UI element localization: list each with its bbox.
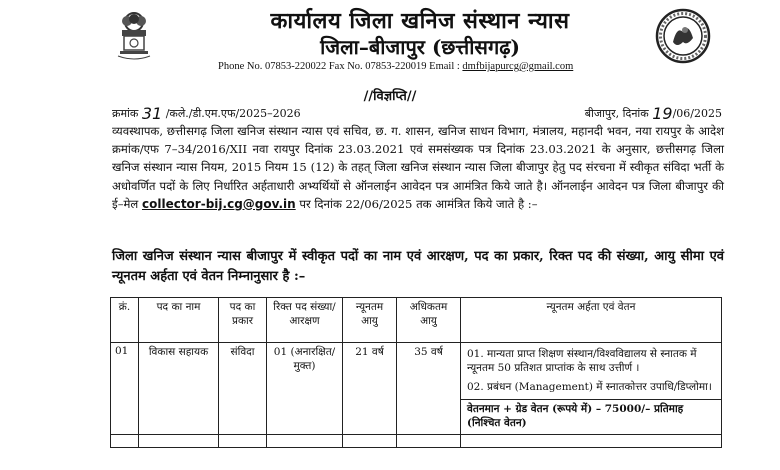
office-title: कार्यालय जिला खनिज संस्थान न्यास — [270, 8, 570, 34]
cell-min-age: 21 वर्ष — [343, 343, 397, 435]
state-emblem-icon — [110, 8, 158, 60]
col-header-post-name: पद का नाम — [139, 298, 219, 343]
phone-fax-text: Phone No. 07853-220022 Fax No. 07853-220019 Email : — [218, 61, 460, 72]
cell-post-name: विकास सहायक — [139, 343, 219, 435]
qualification-2: 02. प्रबंधन (Management) में स्नातकोत्तर उपाधि/डिप्लोमा। — [467, 381, 712, 393]
col-header-post-type: पद का प्रकार — [219, 298, 267, 343]
col-header-sno: क्रं. — [111, 298, 139, 343]
cell-post-type: संविदा — [219, 343, 267, 435]
col-header-qualification: न्यूनतम अर्हता एवं वेतन — [461, 298, 722, 343]
notice-paragraph-1: व्यवस्थापक, छत्तीसगढ़ जिला खनिज संस्थान न्यास एवं सचिव, छ. ग. शासन, खनिज साधन विभाग, मंत्रालय, महानदी भवन, नया रायपुर के आदेश क्रमांक/एफ 7–34/2016/XII नवा रायपुर दिनांक 23.03.2021 एवं समसंख्यक पत्र दिनांक 23.03.2021 के अनुसार, छत्तीसगढ़ जिला खनिज संस्थान न्यास नियम, 2015 नियम 15 (12) के तहत् जिला खनिज संस्थान न्यास जिला बीजापुर हेतु पद संरचना में स्वीकृत संविदा भर्ती के अधोवर्णित पदों के लिए निर्धारित अर्हताधारी अभ्यर्थियों से ऑनलाईन आवेदन पत्र आमंत्रित किये जाते है। ऑनलाईन आवेदन पत्र जिला बीजापुर की ई–मेल collector-bij.cg@gov.in पर दिनांक 22/06/2025 तक आमंत्रित किये जाते है :– — [112, 124, 724, 211]
cell-vacancy: 01 (अनारक्षित/मुक्त) — [267, 343, 343, 435]
cell-max-age: 35 वर्ष — [397, 343, 461, 435]
col-header-max-age: अधिकतम आयु — [397, 298, 461, 343]
office-email-link[interactable]: dmfbijapurcg@gmail.com — [462, 61, 574, 72]
notice-heading: //विज्ञप्ति// — [363, 89, 417, 104]
handwritten-date-day: 19 — [652, 104, 673, 123]
reference-line — [112, 104, 722, 123]
col-header-min-age: न्यूनतम आयु — [343, 298, 397, 343]
district-title: जिला–बीजापुर (छत्तीसगढ़) — [320, 35, 520, 59]
table-header-row — [111, 298, 722, 343]
posts-table — [110, 297, 722, 448]
table-row — [111, 343, 722, 435]
contact-line — [218, 61, 638, 72]
col-header-vacancy: रिक्त पद संख्या/आरक्षण — [267, 298, 343, 343]
handwritten-ref-number: 31 — [141, 104, 163, 123]
qualification-1: 01. मान्यता प्राप्त शिक्षण संस्थान/विश्वविद्यालय से स्नातक में न्यूनतम 50 प्रतिशत प्राप्तांक के साथ उत्तीर्ण । — [467, 348, 697, 374]
notice-paragraph-2: जिला खनिज संस्थान न्यास बीजापुर में स्वीकृत पदों का नाम एवं आरक्षण, पद का प्रकार, रिक्त पद की संख्या, आयु सीमा एवं न्यूनतम अर्हता एवं वेतन निम्नानुसार है :– — [112, 249, 724, 284]
table-row — [111, 435, 722, 448]
district-seal-icon — [655, 8, 711, 64]
cell-qualification — [461, 343, 722, 435]
cell-sno: 01 — [111, 343, 139, 435]
notice-date: बीजापुर, दिनांक 19/06/2025 — [584, 104, 722, 123]
pay-scale: वेतनमान + ग्रेड वेतन (रूपये में) – 75000/– प्रतिमाह (निश्चित वेतन) — [461, 399, 721, 430]
application-email-link[interactable]: collector-bij.cg@gov.in — [141, 196, 296, 211]
reference-number: क्रमांक 31 /कले./डी.एम.एफ/2025–2026 — [112, 104, 301, 123]
